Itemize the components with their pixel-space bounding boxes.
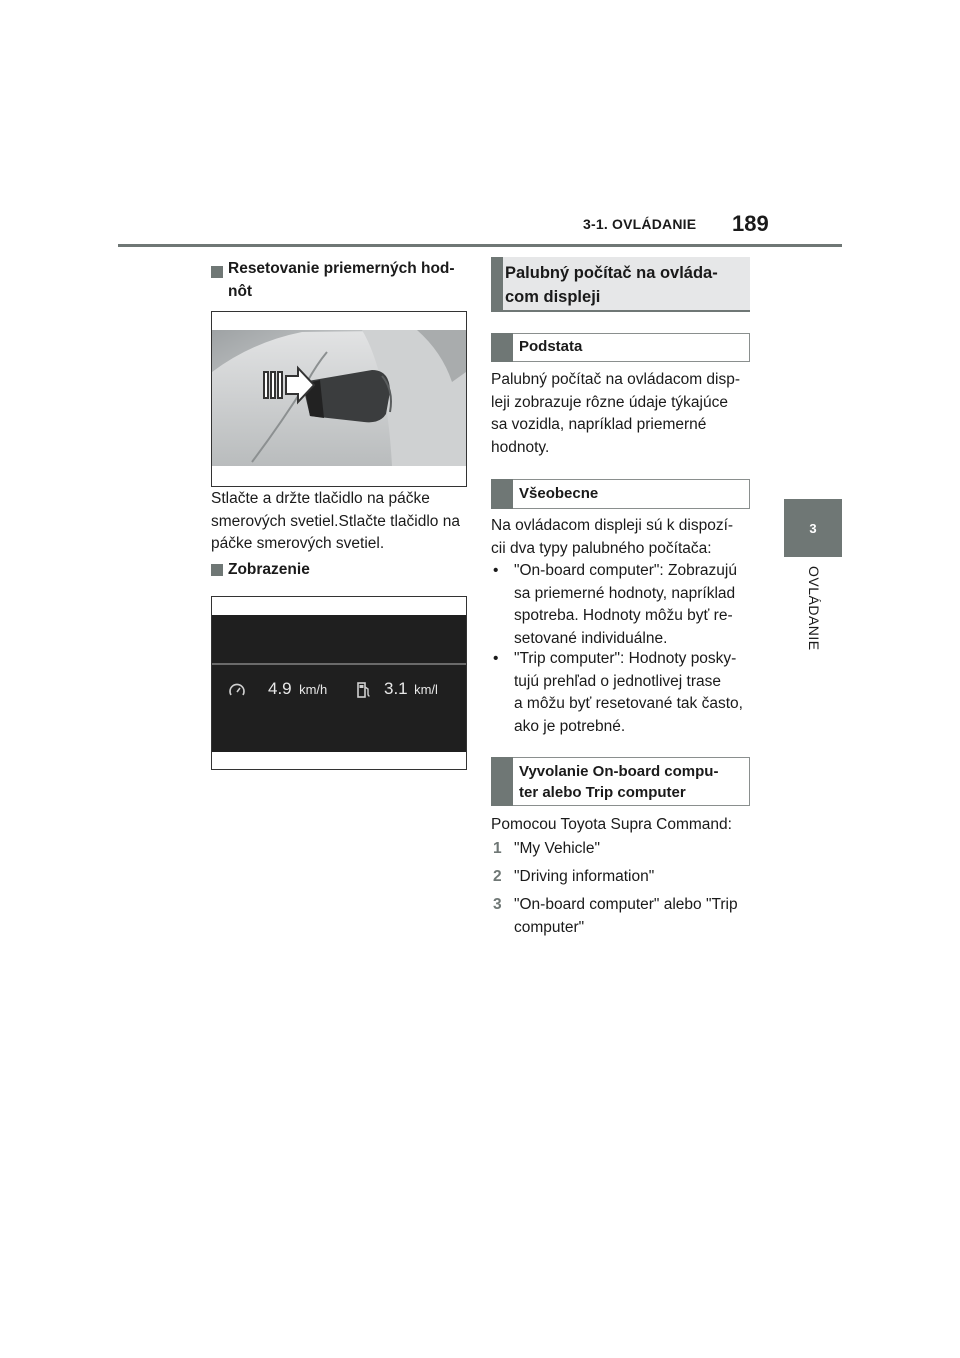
main-heading-box (491, 257, 750, 312)
trip-line-2: tujú prehľad o jednotlivej trase (514, 672, 722, 690)
avg-speed-unit: km/h (299, 682, 328, 697)
header-rule (118, 244, 842, 247)
subheading-box-basics (491, 333, 750, 362)
heading-reset-line1: Resetovanie priemerných hod- (228, 260, 455, 277)
subheading-accent-bar (491, 479, 513, 509)
heading-reset-line2: nôt (228, 283, 253, 300)
step-1-text: "My Vehicle" (514, 840, 600, 857)
trip-line-1: "Trip computer": Hodnoty posky- (514, 650, 737, 667)
bullet-dot-2: • (493, 650, 499, 667)
turn-signal-stalk-image (212, 312, 466, 486)
onboard-line-3: spotreba. Hodnoty môžu byť re- (514, 607, 733, 624)
general-line-2: cii dva typy palubného počítača: (491, 539, 712, 557)
onboard-line-2: sa priemerné hodnoty, napríklad (514, 584, 736, 602)
subheading-accent-bar (491, 333, 513, 362)
display-divider (212, 663, 466, 665)
invoke-intro: Pomocou Toyota Supra Command: (491, 816, 732, 833)
step-3-text (514, 894, 738, 939)
basics-line-3: sa vozidla, napríklad priemerné (491, 416, 707, 433)
heading-accent-bar (491, 257, 503, 310)
instrument-display (212, 615, 466, 752)
trip-line-4: ako je potrebné. (514, 717, 626, 735)
step-3-line-2: computer" (514, 918, 585, 936)
reset-line-1: Stlačte a držte tlačidlo na páčke (211, 490, 430, 507)
chapter-tab (784, 499, 842, 557)
speedometer-icon (228, 682, 246, 700)
fuel-pump-icon (356, 681, 372, 699)
avg-speed-value: 4.9 (268, 679, 292, 698)
page-number: 189 (732, 211, 769, 236)
main-heading-line1: Palubný počítač na ovláda- (505, 264, 718, 282)
square-bullet-icon (211, 564, 223, 576)
invoke-steps (491, 838, 753, 948)
main-heading-line2: com displeji (505, 288, 601, 306)
reset-line-2: smerových svetiel.Stlačte tlačidlo na (211, 512, 460, 530)
display-illustration (211, 596, 467, 770)
reset-line-3: páčke smerových svetiel. (211, 535, 385, 552)
basics-line-1: Palubný počítač na ovládacom disp- (491, 371, 741, 388)
subheading-accent-bar (491, 757, 513, 806)
basics-paragraph (491, 369, 753, 459)
step-number-2: 2 (493, 868, 502, 885)
step-2-text: "Driving information" (514, 868, 655, 885)
subheading-general: Všeobecne (519, 485, 599, 502)
onboard-line-1: "On-board computer": Zobrazujú (514, 562, 737, 579)
subheading-box-general (491, 479, 750, 509)
computer-types-list (491, 560, 753, 740)
heading-display-text: Zobrazenie (228, 561, 310, 578)
stalk-illustration (211, 311, 467, 487)
bullet-dot-1: • (493, 562, 499, 579)
subheading-invoke-line1: Vyvolanie On-board compu- (519, 763, 719, 780)
trip-line-3: a môžu byť resetované tak často, (514, 695, 743, 712)
chapter-label: OVLÁDANIE (806, 566, 822, 651)
subheading-basics: Podstata (519, 338, 583, 355)
avg-consumption-unit: km/l (414, 682, 438, 697)
general-line-1: Na ovládacom displeji sú k dispozí- (491, 517, 734, 534)
onboard-line-4: setované individuálne. (514, 629, 668, 647)
section-title: 3-1. OVLÁDANIE (583, 216, 697, 232)
list-item-onboard (514, 560, 737, 650)
list-item-trip (514, 648, 743, 738)
basics-line-2: leji zobrazuje rôzne údaje týkajúce (491, 393, 728, 411)
step-3-line-1: "On-board computer" alebo "Trip (514, 896, 738, 913)
subheading-box-invoke (491, 757, 750, 806)
subheading-invoke-line2: ter alebo Trip computer (519, 784, 686, 801)
square-bullet-icon (211, 266, 223, 278)
step-number-3: 3 (493, 896, 502, 913)
avg-consumption-value: 3.1 (384, 679, 408, 698)
step-number-1: 1 (493, 840, 502, 857)
chapter-number: 3 (809, 520, 817, 536)
basics-line-4: hodnoty. (491, 438, 550, 456)
chapter-side-label (800, 566, 830, 656)
general-paragraph (491, 515, 753, 560)
reset-instructions (211, 488, 471, 556)
